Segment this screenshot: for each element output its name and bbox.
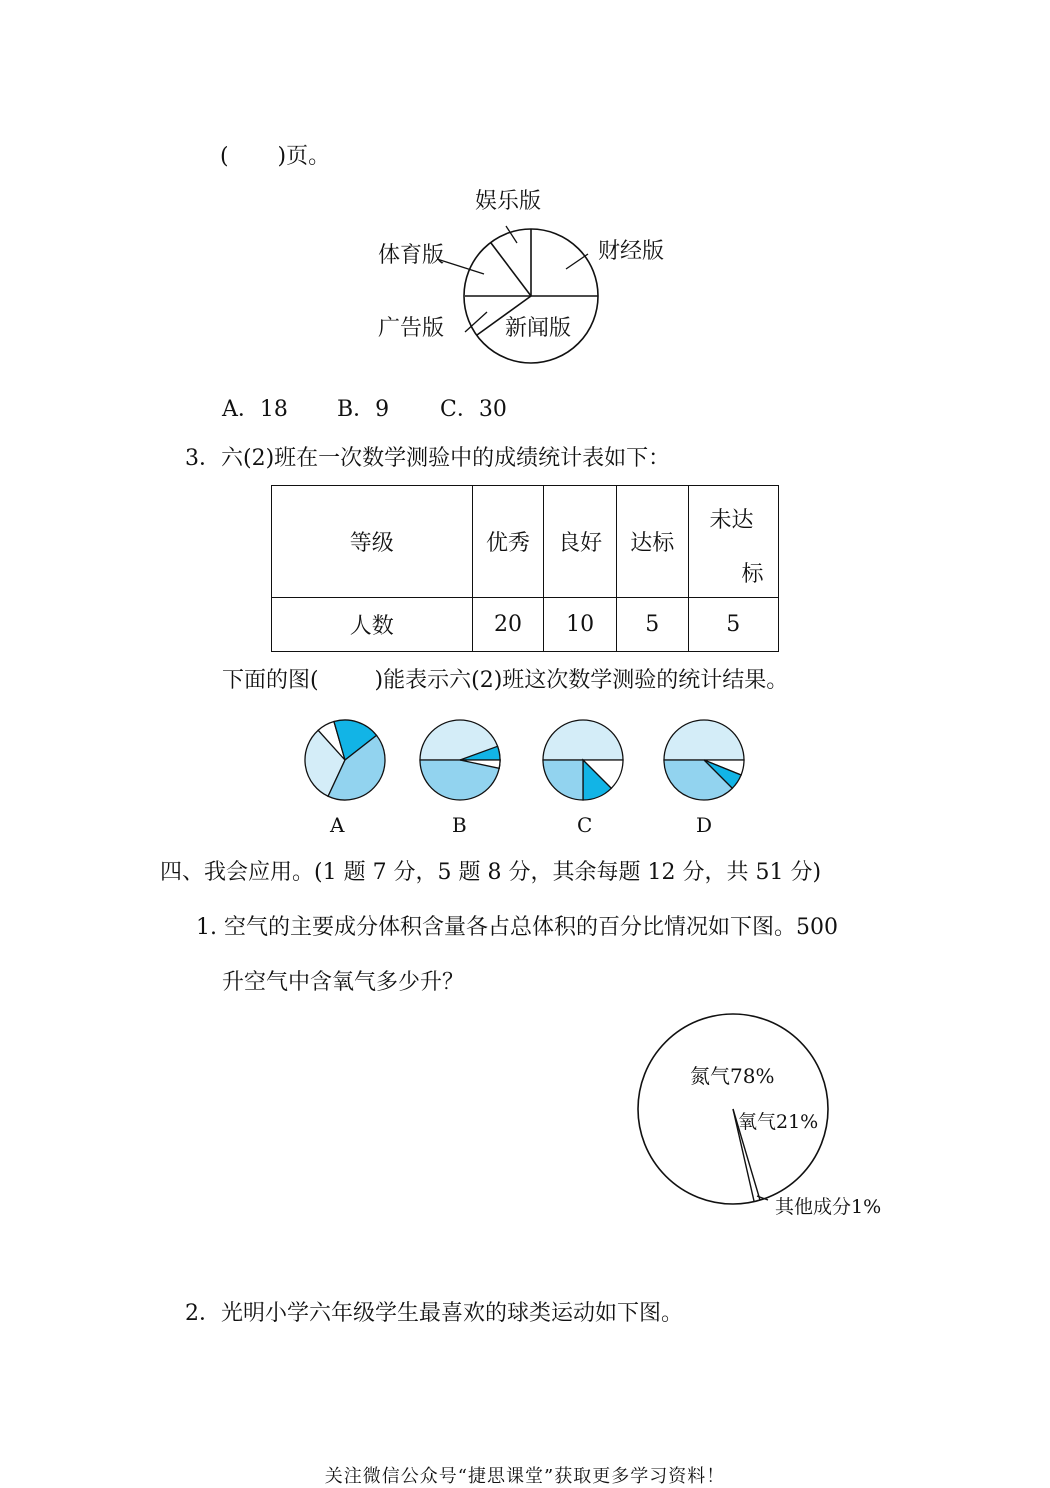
choice-label-a[interactable]: A <box>330 813 345 837</box>
table-header-pass: 达标 <box>616 486 688 598</box>
label-ads: 广告版 <box>378 316 445 341</box>
s4-q2-line1: 2．光明小学六年级学生最喜欢的球类运动如下图。 <box>185 1301 683 1326</box>
option-b-letter: B． <box>337 397 376 422</box>
answer-blank-line: ( )页。 <box>220 144 331 169</box>
table-cell-count: 5 <box>616 598 688 652</box>
table-cell-count: 10 <box>544 598 617 652</box>
option-c-value: 30 <box>478 397 507 422</box>
table-header-excellent: 优秀 <box>472 486 544 598</box>
q3-stem: 3．六(2)班在一次数学测验中的成绩统计表如下： <box>185 446 671 471</box>
option-a-value: 18 <box>259 397 288 422</box>
table-header-fail-line2: 标 <box>741 562 764 587</box>
option-c-letter: C． <box>440 397 479 422</box>
s4-q1-line2: 升空气中含氧气多少升？ <box>222 970 465 995</box>
option-a-letter: A． <box>222 397 260 422</box>
air-label-other: 其他成分1% <box>775 1196 882 1218</box>
label-finance: 财经版 <box>598 239 665 264</box>
table-cell-count: 20 <box>472 598 544 652</box>
label-entertainment: 娱乐版 <box>475 189 542 214</box>
q3-question: 下面的图( )能表示六(2)班这次数学测验的统计结果。 <box>222 668 789 693</box>
label-news: 新闻版 <box>505 316 572 341</box>
choice-label-d[interactable]: D <box>696 813 713 837</box>
air-label-nitrogen: 氮气78% <box>690 1064 775 1088</box>
table-row-label: 人数 <box>272 598 473 652</box>
table-cell-count: 5 <box>688 598 778 652</box>
air-label-oxygen: 氧气21% <box>738 1111 819 1133</box>
section-heading: 四、我会应用。(1 题 7 分，5 题 8 分，其余每题 12 分，共 51 分) <box>160 860 822 885</box>
table-header-label: 等级 <box>272 486 473 598</box>
table-header-good: 良好 <box>544 486 617 598</box>
table-header-fail-line1: 未达 <box>709 508 754 533</box>
footer-note: 关注微信公众号“捷思课堂”获取更多学习资料！ <box>324 1466 726 1487</box>
choice-label-c[interactable]: C <box>577 813 593 837</box>
s4-q1-line1: 1. 空气的主要成分体积含量各占总体积的百分比情况如下图。500 <box>196 915 838 940</box>
choice-label-b[interactable]: B <box>452 813 467 837</box>
option-b-value: 9 <box>375 397 390 422</box>
label-sports: 体育版 <box>378 243 445 268</box>
